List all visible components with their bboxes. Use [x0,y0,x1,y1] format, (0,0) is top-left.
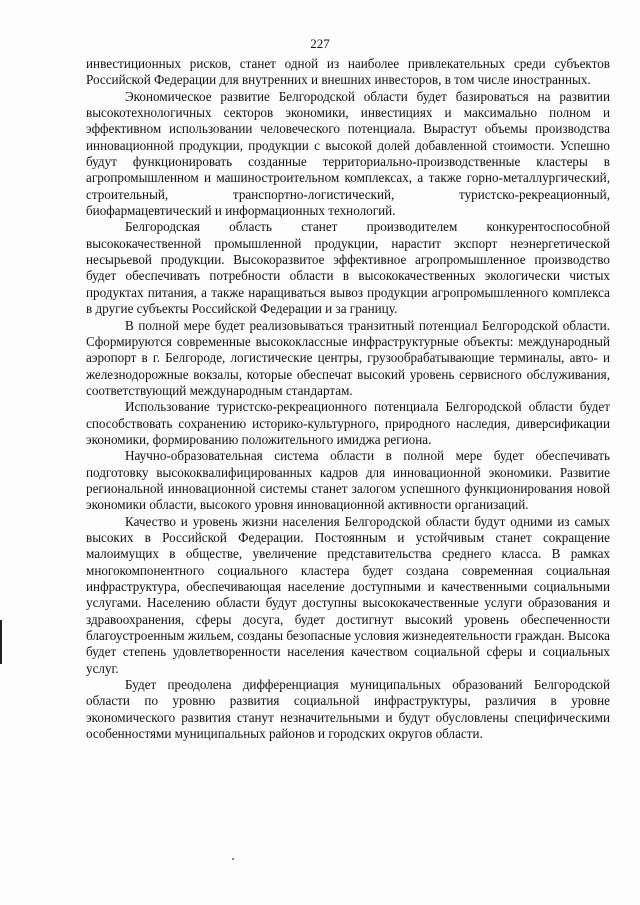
paragraph-tourism: Использование туристско-рекреационного потенциала Белгородской области будет способствовать сохранению историко-культурного, природного наследия, диверсификации экономики, формированию положительного имиджа региона. [86,399,610,447]
paragraph-transit-potential: В полной мере будет реализовываться транзитный потенциал Белгородской области. Сформируются современные высококлассные инфраструктурные объекты: международный аэропорт в г. Белгороде, логистические центры, грузообрабатывающие терминалы, авто- и железнодорожные вокзалы, которые обеспечат высокий уровень сервисного обслуживания, соответствующий международным стандартам. [86,317,610,398]
scan-dot [232,858,234,860]
body-text [86,56,610,742]
page-number: 227 [310,36,330,51]
paragraph-education: Научно-образовательная система области в полной мере будет обеспечивать подготовку высококвалифицированных кадров для инновационной экономики. Развитие региональной инновационной системы станет залогом успешного функционирования новой экономики области, высокого уровня инновационной активности организаций. [86,448,610,513]
paragraph-quality-of-life: Качество и уровень жизни населения Белгородской области будут одними из самых высоких в Российской Федерации. Постоянным и устойчивым станет сокращение малоимущих в обществе, увеличение представительства среднего класса. В рамках многокомпонентного социального кластера будет создана современная социальная инфраструктура, обеспечивающая население доступными и качественными социальными услугами. Населению области будут доступны высококачественные услуги образования и здравоохранения, сферы досуга, будет достигнут высокий уровень обеспеченности благоустроенным жильем, созданы безопасные условия жизнедеятельности граждан. Высока будет степень удовлетворенности населения качеством социальной сферы и социальных услуг. [86,513,610,676]
paragraph-competitive-production: Белгородская область станет производителем конкурентоспособной высококачественной промышленной продукции, нарастит экспорт неэнергетической несырьевой продукции. Высокоразвитое эффективное агропромышленное производство будет обеспечивать потребности области в высококачественных экологически чистых продуктах питания, а также наращиваться вывоз продукции агропромышленного комплекса в другие субъекты Российской Федерации и за границу. [86,219,610,317]
paragraph-differentiation: Будет преодолена дифференциация муниципальных образований Белгородской области по уровню развития социальной инфраструктуры, различия в уровне экономического развития станут незначительными и будут обусловлены специфическими особенностями муниципальных районов и городских округов области. [86,677,610,742]
binding-mark [0,620,2,664]
paragraph-economic-development: Экономическое развитие Белгородской области будет базироваться на развитии высокотехнологичных секторов экономики, инвестициях и максимально полном и эффективном использовании человеческого потенциала. Вырастут объемы производства инновационной продукции, продукции с высокой долей добавленной стоимости. Успешно будут функционировать созданные территориально-производственные кластеры в агропромышленном и машиностроительном комплексах, а также горно-металлургический, строительный, транспортно-логистический, туристско-рекреационный, биофармацевтический и информационных технологий. [86,88,610,219]
paragraph-continuation: инвестиционных рисков, станет одной из наиболее привлекательных среди субъектов Российской Федерации для внутренних и внешних инвесторов, в том числе иностранных. [86,56,610,88]
